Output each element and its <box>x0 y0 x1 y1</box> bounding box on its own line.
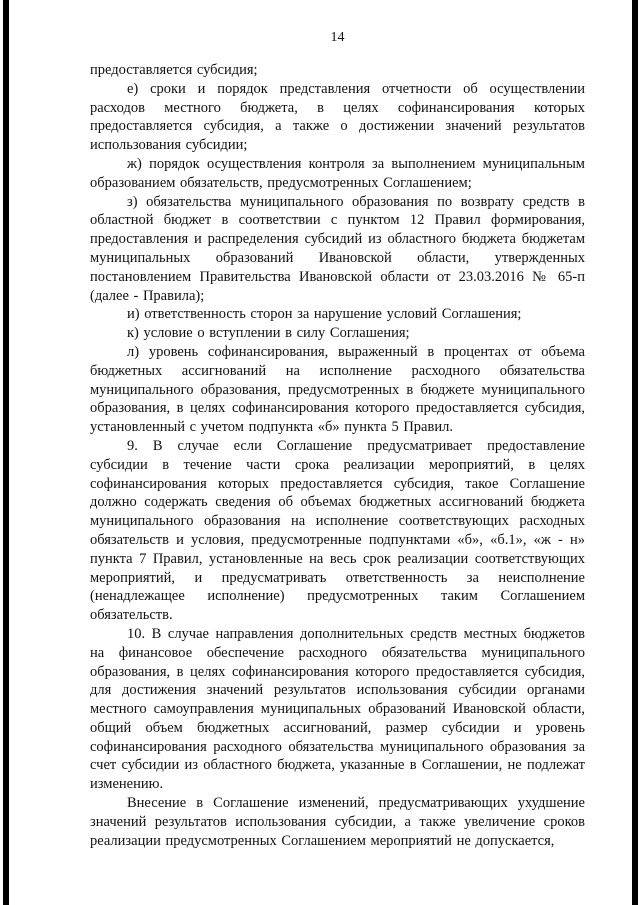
paragraph: 10. В случае направления дополнительных средств местных бюджетов на финансовое обеспечение расходного обязательства муниципального образования, в целях софинансирования которого предоставляется субсидия, для достижения значений результатов использования субсидии органами местного самоуправления муниципальных образований Ивановской области, общий объем бюджетных ассигнований, размер субсидии и уровень софинансирования расходного обязательства муниципального образования за счет субсидии из областного бюджета, указанные в Соглашении, не подлежат изменению. <box>90 625 585 793</box>
paragraph: 9. В случае если Соглашение предусматривает предоставление субсидии в течение части срока реализации мероприятий, в целях софинансирования которых предоставляется субсидия, такое Соглашение должно содержать сведения об объемах бюджетных ассигнований бюджета муниципального образования на исполнение соответствующих расходных обязательств и условия, предусмотренные подпунктами «б», «б.1», «ж - н» пункта 7 Правил, установленные на весь срок реализации соответствующих мероприятий, и предусматривать ответственность за неисполнение (ненадлежащее исполнение) предусмотренных таким Соглашением обязательств. <box>90 437 585 624</box>
paragraph: л) уровень софинансирования, выраженный в процентах от объема бюджетных ассигнований на исполнение расходного обязательства муниципального образования, предусмотренных в бюджете муниципального образования, в целях софинансирования которого предоставляется субсидия, установленный с учетом подпункта «б» пункта 5 Правил. <box>90 343 585 436</box>
page-number: 14 <box>330 30 345 45</box>
paragraph: к) условие о вступлении в силу Соглашения; <box>127 325 410 342</box>
document-body <box>90 61 585 850</box>
paragraph: е) сроки и порядок представления отчетности об осуществлении расходов местного бюджета, в целях софинансирования которых предоставляется субсидия, а также о достижении значений результатов использования субсидии; <box>90 80 585 154</box>
paragraph: и) ответственность сторон за нарушение условий Соглашения; <box>127 306 522 323</box>
paragraph: з) обязательства муниципального образования по возврату средств в областной бюджет в соответствии с пунктом 12 Правил формирования, предоставления и распределения субсидий из областного бюджета бюджетам муниципальных образований Ивановской области, утвержденных постановлением Правительства Ивановской области от 23.03.2016 № 65-п (далее - Правила); <box>90 193 585 304</box>
paragraph: предоставляется субсидия; <box>90 62 258 78</box>
paragraph: ж) порядок осуществления контроля за выполнением муниципальным образованием обязательств, предусмотренных Соглашением; <box>90 155 585 191</box>
paragraph: Внесение в Соглашение изменений, предусматривающих ухудшение значений результатов использования субсидии, а также увеличение сроков реализации предусмотренных Соглашением мероприятий не допускается, <box>90 795 585 849</box>
